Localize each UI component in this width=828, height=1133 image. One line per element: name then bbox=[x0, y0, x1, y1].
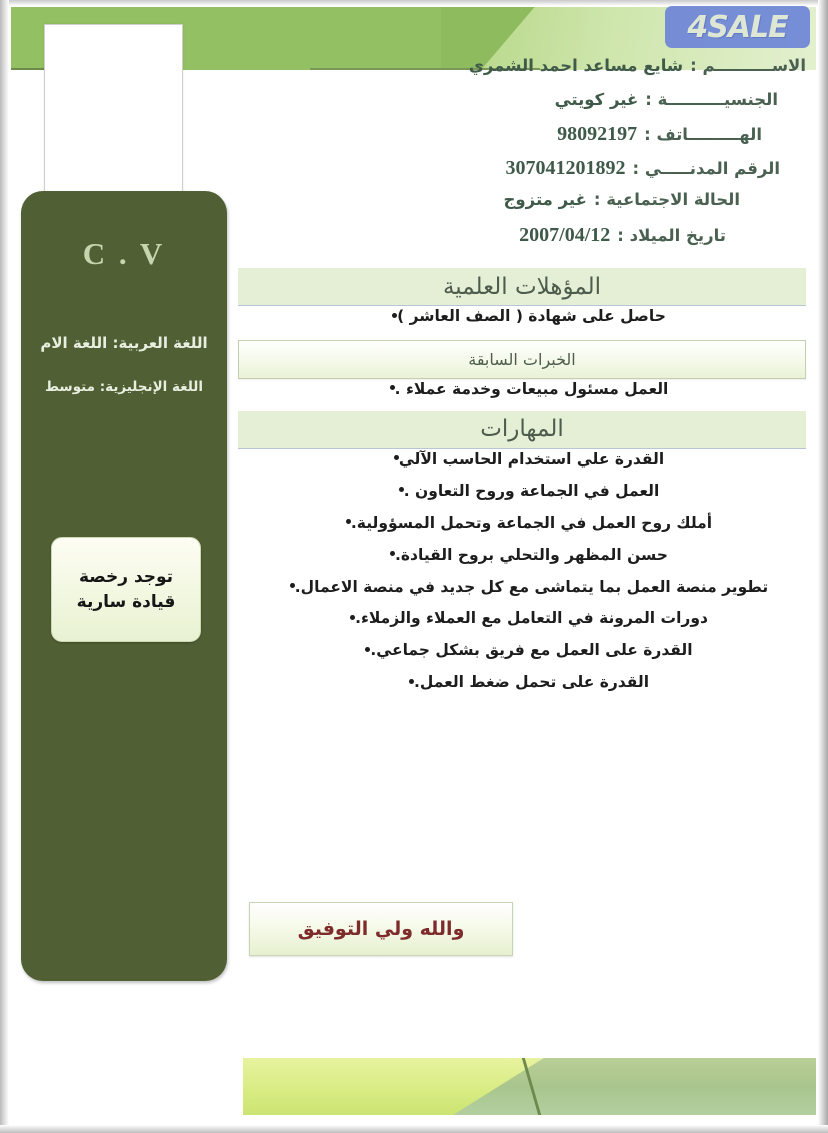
list-item bbox=[238, 513, 806, 534]
sidebar-panel bbox=[21, 191, 227, 981]
marital-label: الحالة الاجتماعية : bbox=[593, 190, 740, 209]
cv-title: C . V bbox=[82, 236, 166, 271]
nationality-label: الجنسيــــــــــة : bbox=[645, 89, 778, 109]
experience-list bbox=[238, 379, 806, 400]
4sale-watermark-logo bbox=[665, 6, 810, 48]
list-item-text: القدرة على العمل مع فريق بشكل جماعي. bbox=[370, 641, 693, 660]
list-item-text: القدرة علي استخدام الحاسب الآلي bbox=[398, 449, 665, 468]
civil-id-value: 307041201892 bbox=[505, 156, 626, 179]
list-item-text: دورات المرونة في التعامل مع العملاء والزملاء. bbox=[355, 609, 708, 628]
name-value: شايع مساعد احمد الشمري bbox=[468, 56, 684, 75]
experience-title: الخبرات السابقة bbox=[468, 349, 576, 369]
list-item-text: تطوير منصة العمل بما يتماشى مع كل جديد في منصة الاعمال. bbox=[294, 577, 769, 596]
watermark-label: 4SALE bbox=[687, 9, 788, 45]
nationality-value: غير كويتي bbox=[554, 89, 639, 109]
section-header-skills bbox=[238, 411, 806, 449]
info-row-date-of-birth bbox=[246, 224, 726, 248]
phone-value: 98092197 bbox=[557, 123, 638, 145]
info-row-marital-status bbox=[246, 190, 740, 214]
bottom-decorative-bar bbox=[243, 1058, 816, 1115]
list-item-text: حسن المظهر والتحلي بروح القيادة. bbox=[395, 545, 668, 564]
qualifications-title: المؤهلات العلمية bbox=[442, 273, 602, 300]
scan-edge-right bbox=[818, 0, 828, 1133]
list-item-text: القدرة على تحمل ضغط العمل. bbox=[413, 673, 650, 692]
scan-edge-bottom bbox=[0, 1125, 828, 1133]
list-item-text: حاصل على شهادة ( الصف العاشر ) bbox=[397, 307, 666, 325]
section-header-qualifications bbox=[238, 268, 806, 306]
list-item bbox=[238, 545, 806, 566]
name-label: الاســــــــــم : bbox=[690, 56, 806, 75]
list-item bbox=[238, 608, 806, 629]
blessing-box bbox=[249, 902, 513, 956]
list-item bbox=[238, 577, 806, 598]
list-item bbox=[238, 379, 806, 400]
list-item bbox=[238, 306, 806, 327]
info-row-name bbox=[246, 56, 806, 80]
list-item bbox=[238, 640, 806, 661]
list-item-text: أملك روح العمل في الجماعة وتحمل المسؤولية. bbox=[350, 513, 713, 532]
civil-id-label: الرقم المدنـــــي : bbox=[632, 158, 780, 178]
license-line-2: قيادة سارية bbox=[76, 591, 176, 612]
info-row-civil-id bbox=[246, 157, 780, 181]
section-header-experience bbox=[238, 340, 806, 379]
qualifications-list bbox=[238, 306, 806, 327]
scan-edge-left bbox=[0, 0, 9, 1133]
skills-list bbox=[238, 449, 806, 693]
blessing-text: والله ولي التوفيق bbox=[297, 918, 465, 940]
list-item bbox=[238, 672, 806, 693]
list-item-text: العمل في الجماعة وروح التعاون . bbox=[403, 481, 660, 500]
list-item bbox=[238, 481, 806, 502]
license-line-1: توجد رخصة bbox=[78, 566, 174, 587]
list-item bbox=[238, 449, 806, 470]
language-arabic: اللغة العربية: اللغة الام bbox=[40, 334, 208, 352]
marital-value: غير متزوج bbox=[503, 190, 587, 209]
dob-label: تاريخ الميلاد : bbox=[617, 225, 726, 245]
phone-label: الهـــــــــاتف : bbox=[644, 125, 762, 144]
photo-placeholder bbox=[44, 24, 183, 200]
personal-info-block bbox=[246, 56, 806, 257]
skills-title: المهارات bbox=[480, 416, 564, 443]
main-content-column bbox=[238, 268, 806, 704]
driving-license-badge bbox=[51, 537, 201, 642]
language-english: اللغة الإنجليزية: متوسط bbox=[44, 379, 204, 395]
list-item-text: العمل مسئول مبيعات وخدمة عملاء . bbox=[394, 379, 669, 398]
info-row-nationality bbox=[246, 90, 778, 114]
info-row-phone bbox=[246, 123, 762, 147]
dob-value: 2007/04/12 bbox=[519, 223, 611, 246]
